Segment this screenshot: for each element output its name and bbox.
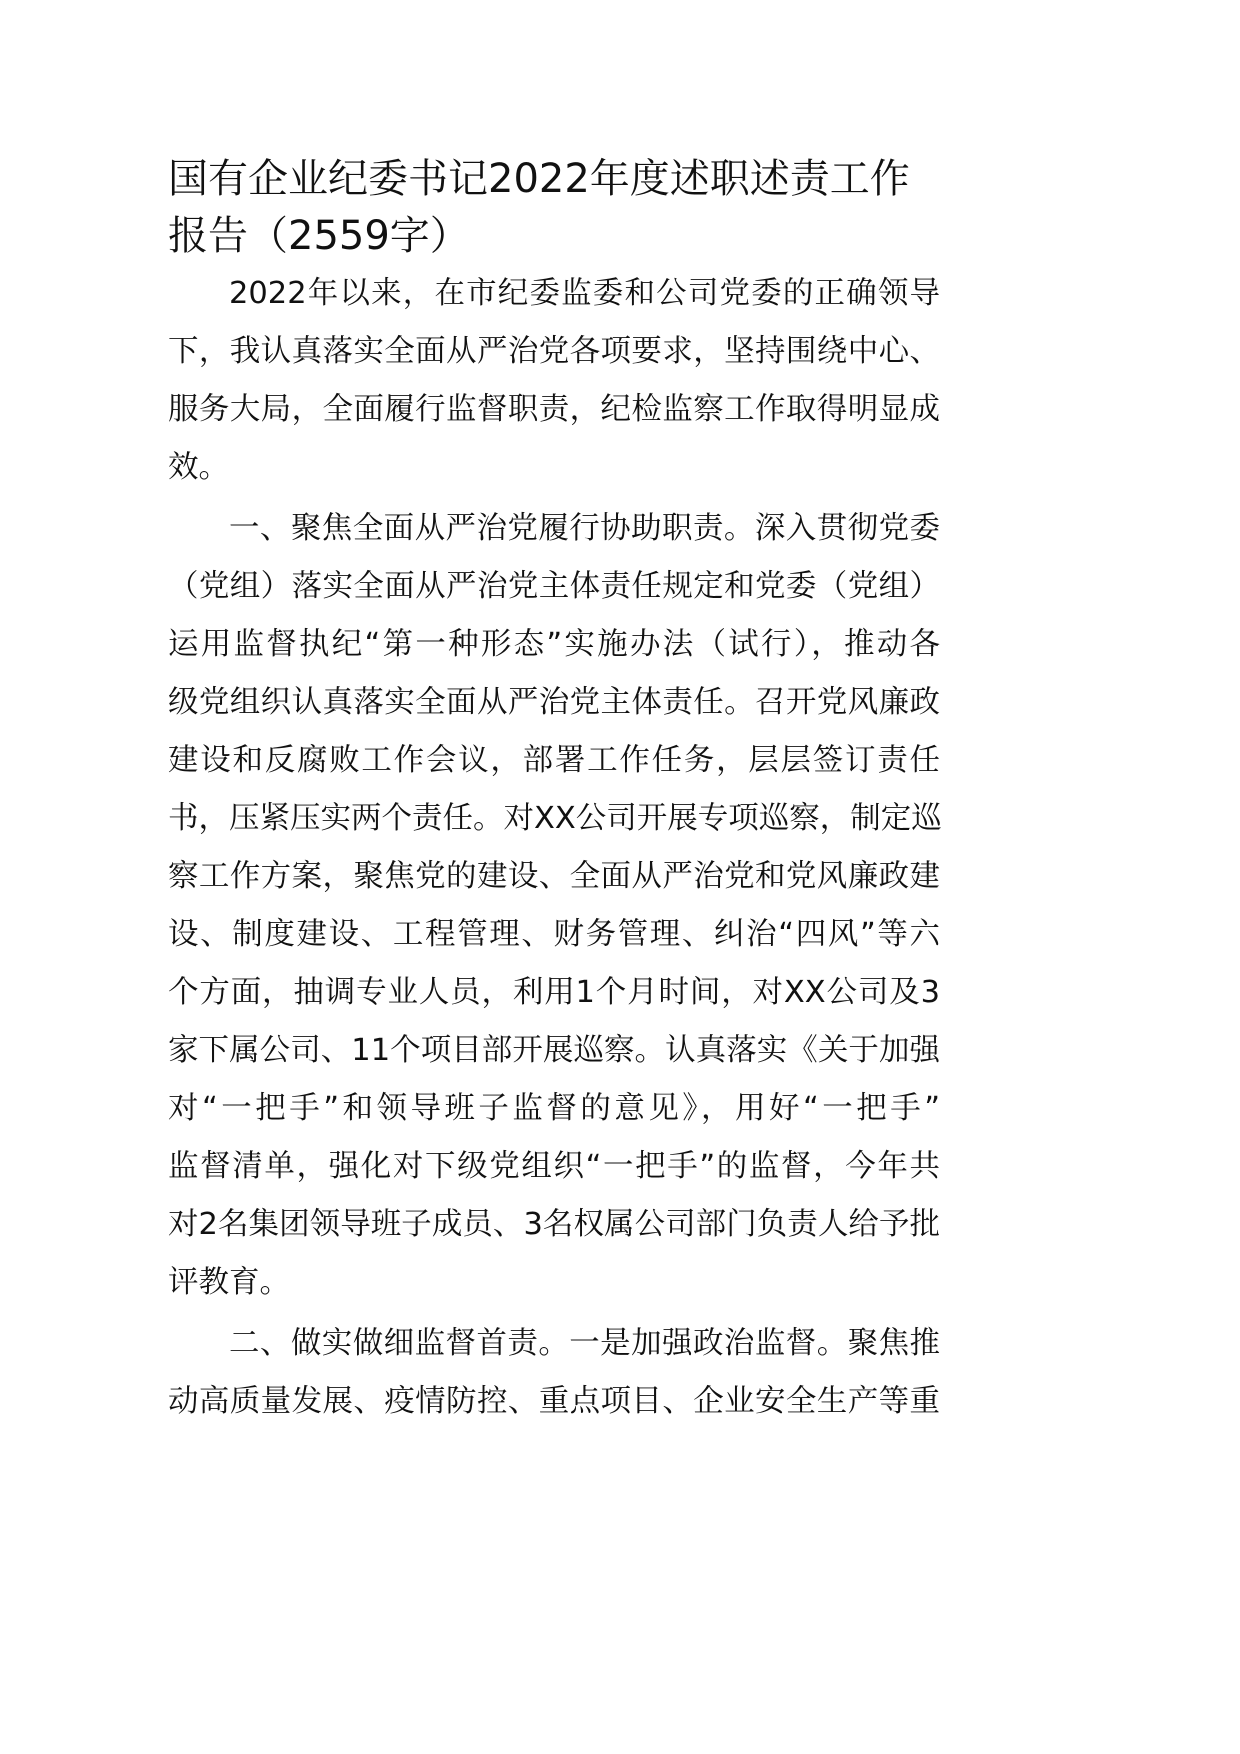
- text-line: 察工作方案，聚焦党的建设、全面从严治党和党风廉政建: [168, 859, 940, 894]
- text-line: 建设和反腐败工作会议，部署工作任务，层层签订责任: [168, 743, 940, 778]
- text-line: 对“一把手”和领导班子监督的意见》，用好“一把手”: [168, 1091, 940, 1126]
- text-line: 个方面，抽调专业人员，利用1个月时间，对XX公司及3: [168, 975, 940, 1010]
- title-line: 报告（2559字）: [168, 213, 470, 259]
- text-line: 一、聚焦全面从严治党履行协助职责。深入贯彻党委: [229, 511, 940, 546]
- text-line: 下，我认真落实全面从严治党各项要求，坚持围绕中心、: [168, 334, 940, 369]
- paragraph: [168, 265, 940, 497]
- document-page: [168, 151, 940, 1434]
- text-line: 服务大局，全面履行监督职责，纪检监察工作取得明显成: [168, 392, 940, 427]
- text-line: 效。: [168, 450, 229, 485]
- text-line: 评教育。: [168, 1265, 290, 1300]
- text-line: （党组）落实全面从严治党主体责任规定和党委（党组）: [168, 569, 940, 604]
- title-line: 国有企业纪委书记2022年度述职述责工作: [168, 156, 910, 202]
- text-line: 二、做实做细监督首责。一是加强政治监督。聚焦推: [229, 1326, 940, 1361]
- text-line: 级党组织认真落实全面从严治党主体责任。召开党风廉政: [168, 685, 940, 720]
- text-line: 家下属公司、11个项目部开展巡察。认真落实《关于加强: [168, 1033, 940, 1068]
- text-line: 对2名集团领导班子成员、3名权属公司部门负责人给予批: [168, 1207, 940, 1242]
- document-body: [168, 265, 940, 1431]
- text-line: 动高质量发展、疫情防控、重点项目、企业安全生产等重: [168, 1384, 940, 1419]
- text-line: 设、制度建设、工程管理、财务管理、纠治“四风”等六: [168, 917, 940, 952]
- text-line: 运用监督执纪“第一种形态”实施办法（试行），推动各: [168, 627, 940, 662]
- paragraph: [168, 500, 940, 1312]
- text-line: 2022年以来，在市纪委监委和公司党委的正确领导: [229, 276, 940, 311]
- document-title: [168, 151, 940, 265]
- paragraph: [168, 1315, 940, 1431]
- text-line: 监督清单，强化对下级党组织“一把手”的监督，今年共: [168, 1149, 940, 1184]
- text-line: 书，压紧压实两个责任。对XX公司开展专项巡察，制定巡: [168, 801, 942, 836]
